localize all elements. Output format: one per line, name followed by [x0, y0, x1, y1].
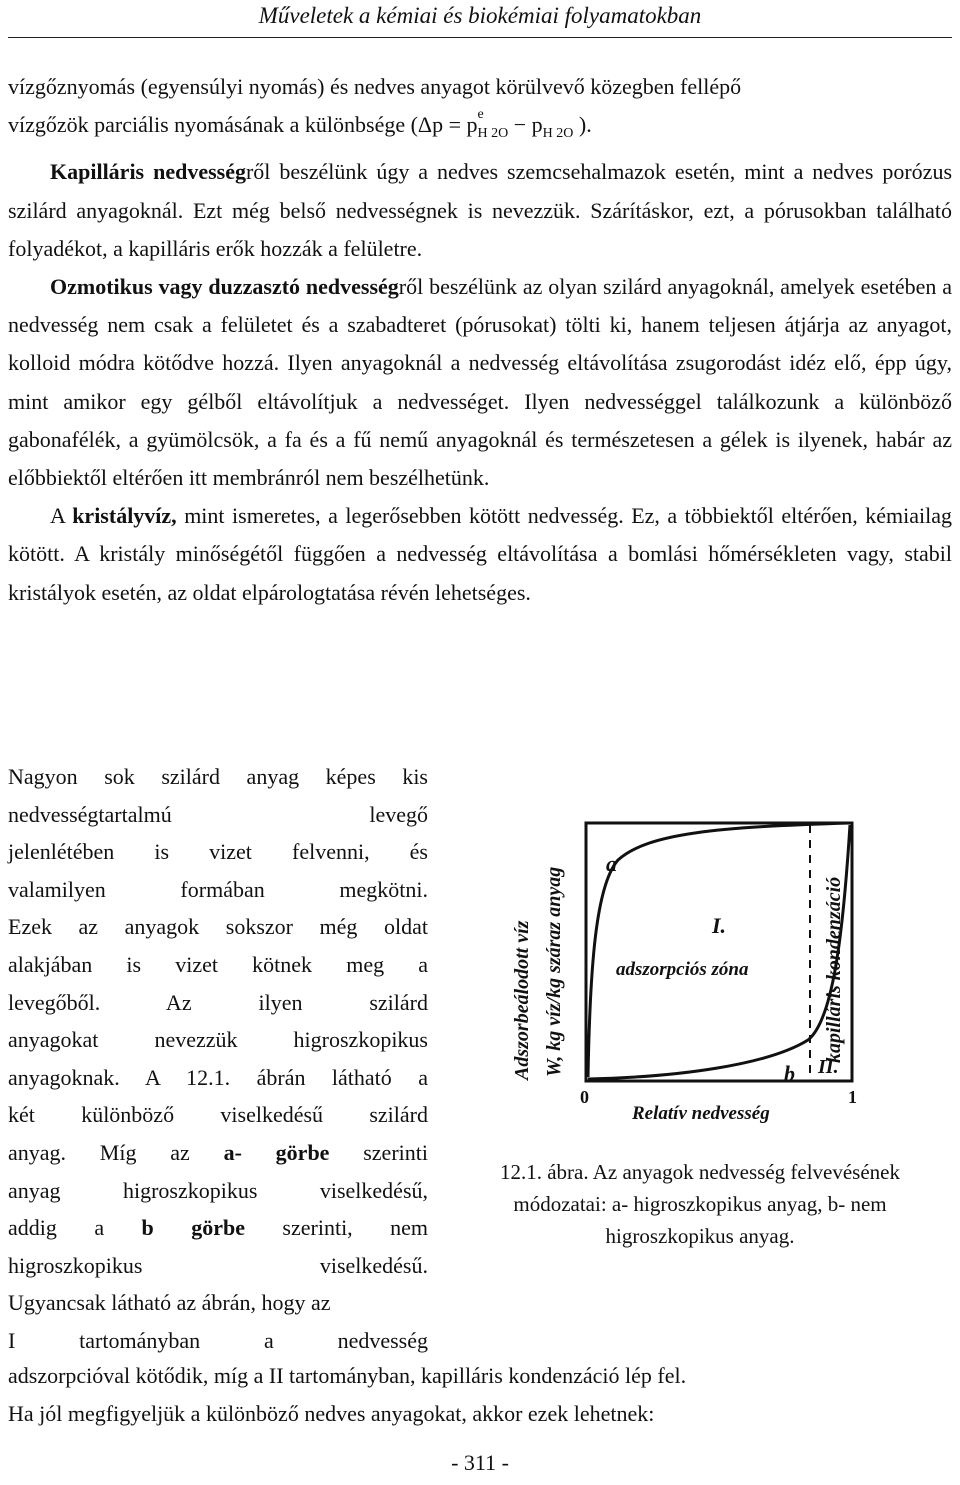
narrow-line: Ezek az anyagok sokszor még oldat [8, 914, 428, 940]
figure-caption: 12.1. ábra. Az anyagok nedvesség felvevésének módozatai: a- higroszkopikus anyag, b- nem higroszkopikus anyag. [499, 1160, 900, 1248]
y-axis-label-1: Adszorbeálodott víz [511, 920, 533, 1080]
narrow-text: szerinti [329, 1139, 428, 1165]
plot-frame [586, 823, 852, 1081]
narrow-line: higroszkopikus viselkedésű. [8, 1252, 428, 1278]
term-kristalyviz: kristályvíz, [72, 503, 177, 529]
term-b-gorbe: b görbe [141, 1215, 245, 1241]
paragraph-kapillaris-text: ről beszélünk úgy a nedves szemcsehalmazok esetén, mint a nedves porózus szilárd anyagoknál. Ezt még belső nedvességnek is nevezzük. Szárításkor, ezt, a pórusokban található folyadékot, a kapilláris erők hozzák a felületre. [8, 159, 953, 261]
formula-sub-h2o-1: H 2O [477, 126, 509, 142]
y-axis-label-2: W, kg víz/kg száraz anyag [543, 866, 565, 1077]
region-2-label: II. [818, 1056, 839, 1078]
paragraph-kapillaris [8, 153, 952, 268]
intro-line-2-end: ). [573, 112, 592, 138]
narrow-line [8, 1209, 428, 1247]
bottom-line-2: Ha jól megfigyeljük a különböző nedves anyagokat, akkor ezek lehetnek: [8, 1400, 655, 1426]
formula-sub-h2o-2: H 2O [542, 126, 574, 142]
bottom-line-1: adszorpcióval kötődik, míg a II tartományban, kapilláris kondenzáció lép fel. [8, 1363, 687, 1388]
main-text-top [8, 68, 952, 612]
narrow-line: jelenlétében is vizet felvenni, és [8, 839, 428, 865]
term-a-gorbe: a- görbe [223, 1139, 330, 1165]
narrow-text: anyag. Míg az [8, 1139, 224, 1165]
running-header: Műveletek a kémiai és biokémiai folyamatokban [258, 3, 702, 28]
narrow-line: valamilyen formában megkötni. [8, 876, 428, 902]
narrow-line: Nagyon sok szilárd anyag képes kis [8, 764, 428, 789]
narrow-line: anyag higroszkopikus viselkedésű, [8, 1177, 428, 1203]
x-axis-zero: 0 [580, 1087, 589, 1107]
capillary-condensation-label: kapilláris kondenzáció [823, 876, 845, 1063]
page-number: - 311 - [451, 1450, 509, 1475]
curve-a-label: a [606, 851, 617, 876]
x-axis-label: Relatív nedvesség [632, 1103, 770, 1124]
narrow-line [8, 1134, 428, 1172]
paragraph-kristalyviz-start: A [50, 503, 73, 529]
narrow-line: anyagokat nevezzük higroszkopikus [8, 1027, 428, 1053]
intro-line-1: vízgőznyomás (egyensúlyi nyomás) és nedves anyagot körülvevő közegben fellépő [8, 74, 742, 99]
paragraph-kristalyviz [8, 497, 952, 612]
narrow-line: két különböző viselkedésű szilárd [8, 1102, 428, 1128]
paragraph-ozmotikus-text: ről beszélünk az olyan szilárd anyagoknál, amelyek esetében a nedvesség nem csak a felületet és a szabadteret (pórusokat) tölti ki, hanem teljesen átjárja az anyagot, kolloid módra kötődve hozzá. Ilyen anyagoknál a nedvesség eltávolítása zsugorodást idéz elő, épp úgy, mint amikor egy gélből eltávolítjuk a nedvességet. Ilyen nedvességgel találkozunk a különböző gabonafélék, a gyümölcsök, a fa és a fű nemű anyagoknál és természetesen a gélek is ilyenek, habár az előbbiektől eltérően itt membránról nem beszélhetünk. [8, 274, 952, 491]
narrow-line: I tartományban a nedvesség [8, 1327, 428, 1353]
formula-pe-indices [477, 106, 508, 153]
intro-line-2-text: vízgőzök parciális nyomásának a különbsége ( [8, 112, 418, 138]
narrow-line: nedvességtartalmú levegő [8, 801, 428, 827]
hygroscopic-paragraph [8, 758, 428, 1360]
narrow-text: szerinti, nem [244, 1215, 428, 1241]
narrow-text: addig a [8, 1215, 142, 1241]
paragraph-kristalyviz-text: mint ismeretes, a legerősebben kötött nedvesség. Ez, a többiektől eltérően, kémiailag kötött. A kristály minőségétől függően a nedvesség eltávolítása a bomlási hőmérsékleten vagy, stabil kristályok esetén, az oldat elpárologtatása révén lehetséges. [8, 503, 952, 605]
narrow-line: alakjában is vizet kötnek meg a [8, 951, 428, 977]
x-axis-one: 1 [848, 1087, 857, 1107]
formula-delta-p: Δp = p [417, 112, 478, 138]
region-1-label: I. [712, 913, 727, 938]
narrow-line: anyagoknak. A 12.1. ábrán látható a [8, 1064, 428, 1090]
intro-line-2 [8, 106, 952, 153]
pressure-difference-formula [417, 107, 574, 142]
main-text-bottom [8, 1357, 952, 1432]
term-kapillaris-nedvesseg: Kapilláris nedvesség [50, 159, 246, 185]
header-rule [8, 37, 952, 38]
adsorption-zone-label: adszorpciós zóna [616, 959, 749, 980]
figure-12-1-moisture-uptake [498, 815, 868, 1125]
formula-sup-e: e [477, 107, 484, 123]
paragraph-ozmotikus [8, 268, 952, 497]
narrow-line: Ugyancsak látható az ábrán, hogy az [8, 1290, 331, 1316]
term-ozmotikus-nedvesseg: Ozmotikus vagy duzzasztó nedvesség [50, 274, 399, 300]
formula-minus-p: − p [508, 112, 543, 138]
narrow-line: levegőből. Az ilyen szilárd [8, 989, 428, 1015]
curve-b-label: b [784, 1061, 795, 1086]
